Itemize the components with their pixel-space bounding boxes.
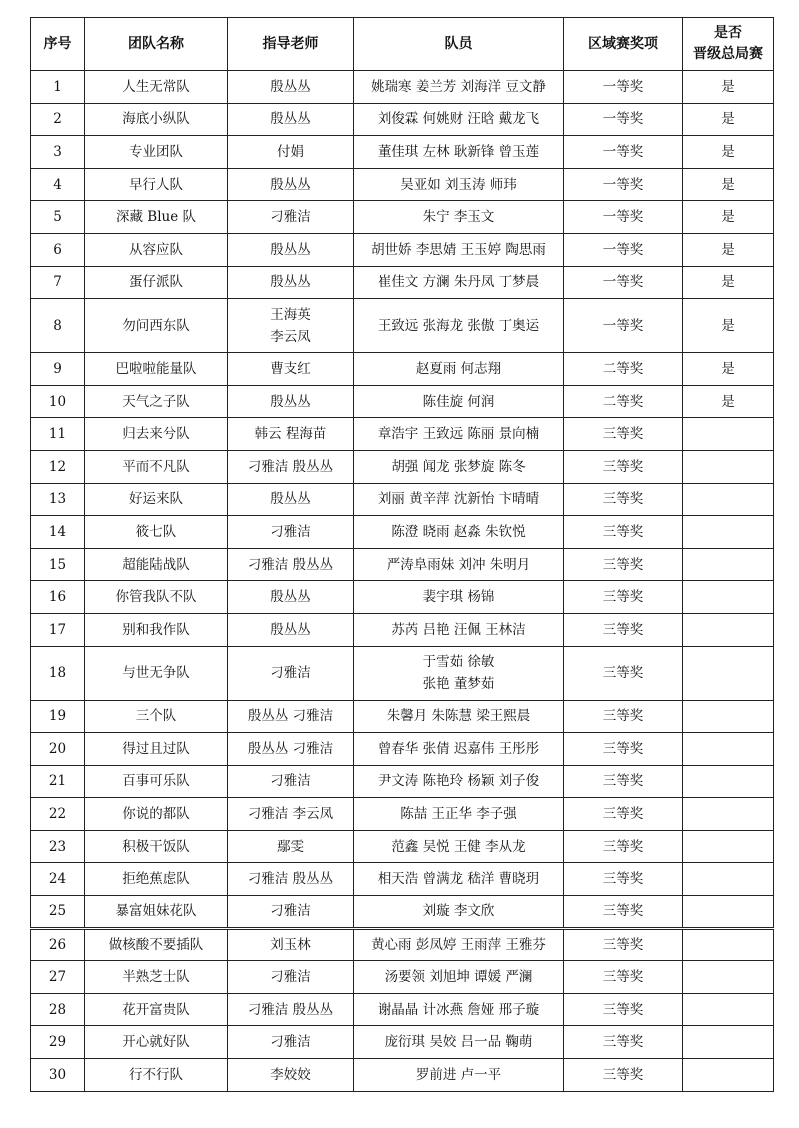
cell-teacher [228,830,354,863]
cell-award: 三等奖 [564,928,683,961]
table-header-row [31,18,774,71]
cell-teacher [228,928,354,961]
cell-team: 筱七队 [85,516,228,549]
cell-no: 30 [31,1059,85,1092]
cell-members [354,299,564,353]
cell-teacher-line: 刘玉林 [270,936,311,953]
cell-teacher [228,168,354,201]
table-row [31,733,774,766]
cell-members [354,993,564,1026]
cell-no: 26 [31,928,85,961]
cell-advance: 是 [683,71,774,104]
cell-members [354,830,564,863]
cell-teacher [228,136,354,169]
cell-advance: 是 [683,266,774,299]
cell-no: 9 [31,353,85,386]
cell-members [354,1059,564,1092]
cell-members-line: 章浩宇 王致远 陈丽 景向楠 [377,426,540,443]
table-row [31,168,774,201]
cell-team: 天气之子队 [85,385,228,418]
cell-teacher [228,299,354,353]
cell-teacher [228,1059,354,1092]
table-row [31,646,774,700]
cell-members-line: 谢晶晶 计冰燕 詹娅 邢子璇 [377,1001,540,1018]
cell-members-line: 胡世娇 李思婧 王玉婷 陶思雨 [371,241,546,258]
cell-members [354,353,564,386]
table-row [31,136,774,169]
table-row [31,516,774,549]
cell-no: 15 [31,548,85,581]
cell-team: 百事可乐队 [85,765,228,798]
cell-advance [683,1059,774,1092]
cell-members-line: 裴宇琪 杨锦 [422,589,495,606]
cell-award: 三等奖 [564,450,683,483]
cell-advance: 是 [683,103,774,136]
table-row [31,266,774,299]
cell-award: 二等奖 [564,385,683,418]
cell-teacher-line: 刁雅洁 李云凤 [247,806,334,823]
cell-members [354,896,564,929]
cell-advance: 是 [683,233,774,266]
cell-no: 12 [31,450,85,483]
cell-no: 14 [31,516,85,549]
cell-team: 海底小纵队 [85,103,228,136]
cell-award: 三等奖 [564,483,683,516]
header-advance-line1: 是否 [714,25,742,41]
cell-members-line: 王致远 张海龙 张傲 丁奥运 [377,317,540,334]
cell-award: 三等奖 [564,765,683,798]
cell-teacher [228,993,354,1026]
cell-teacher-line: 殷丛丛 [270,241,311,258]
cell-no: 4 [31,168,85,201]
cell-no: 10 [31,385,85,418]
cell-no: 16 [31,581,85,614]
cell-team: 开心就好队 [85,1026,228,1059]
cell-teacher [228,71,354,104]
cell-members [354,733,564,766]
cell-no: 8 [31,299,85,353]
cell-members-line: 范鑫 吴悦 王健 李从龙 [391,838,526,855]
cell-award: 三等奖 [564,418,683,451]
cell-teacher-line: 李姣姣 [270,1066,311,1083]
cell-no: 28 [31,993,85,1026]
cell-no: 3 [31,136,85,169]
cell-teacher [228,201,354,234]
cell-teacher-line: 刁雅洁 [270,773,311,790]
table-row [31,201,774,234]
cell-team: 积极干饭队 [85,830,228,863]
cell-teacher-line: 殷丛丛 刁雅洁 [247,740,334,757]
cell-members-line: 相天浩 曾满龙 嵇洋 曹晓玥 [377,871,540,888]
cell-no: 11 [31,418,85,451]
cell-members-line: 吴亚如 刘玉涛 师玮 [400,176,517,193]
cell-award: 一等奖 [564,201,683,234]
cell-members [354,581,564,614]
cell-members-line: 罗前进 卢一平 [415,1066,502,1083]
cell-members [354,516,564,549]
cell-teacher-line: 韩云 程海苗 [254,426,327,443]
cell-no: 1 [31,71,85,104]
cell-no: 20 [31,733,85,766]
cell-members [354,613,564,646]
cell-award: 三等奖 [564,1026,683,1059]
cell-members-line: 刘俊霖 何姚财 汪晗 戴龙飞 [377,111,540,128]
cell-team: 平而不凡队 [85,450,228,483]
header-advance-line2: 晋级总局赛 [693,46,763,62]
cell-teacher-line: 殷丛丛 [270,621,311,638]
table-row [31,71,774,104]
header-members: 队员 [354,18,564,71]
cell-teacher-line: 刁雅洁 殷丛丛 [247,1001,334,1018]
cell-members-line: 陈澄 晓雨 赵淼 朱钦悦 [391,523,526,540]
cell-advance [683,928,774,961]
cell-teacher-line: 鄢雯 [277,838,304,855]
table-row [31,581,774,614]
cell-teacher-line: 殷丛丛 [270,393,311,410]
cell-no: 18 [31,646,85,700]
cell-no: 6 [31,233,85,266]
table-row [31,928,774,961]
cell-team: 半熟芝士队 [85,961,228,994]
cell-advance [683,1026,774,1059]
cell-no: 5 [31,201,85,234]
cell-members-line: 崔佳文 方澜 朱丹凤 丁梦晨 [377,274,540,291]
cell-award: 三等奖 [564,863,683,896]
cell-team: 拒绝蕉虑队 [85,863,228,896]
cell-team: 蛋仔派队 [85,266,228,299]
cell-teacher [228,798,354,831]
cell-no: 29 [31,1026,85,1059]
table-row [31,765,774,798]
cell-award: 一等奖 [564,168,683,201]
cell-no: 19 [31,700,85,733]
cell-teacher-line: 王海英 [270,306,311,323]
cell-award: 三等奖 [564,646,683,700]
cell-members-line: 刘璇 李文欣 [422,903,495,920]
cell-advance: 是 [683,299,774,353]
cell-members-line: 朱宁 李玉文 [422,209,495,226]
cell-team: 从容应队 [85,233,228,266]
cell-members-line: 张艳 董梦茹 [422,676,495,692]
cell-team: 人生无常队 [85,71,228,104]
cell-award: 一等奖 [564,71,683,104]
table-row [31,450,774,483]
table-row [31,385,774,418]
cell-award: 三等奖 [564,516,683,549]
cell-teacher [228,548,354,581]
cell-no: 24 [31,863,85,896]
cell-team: 别和我作队 [85,613,228,646]
cell-members-line: 曾春华 张倩 迟嘉伟 王彤彤 [377,740,540,757]
cell-teacher [228,266,354,299]
table-row [31,1026,774,1059]
cell-team: 归去来兮队 [85,418,228,451]
cell-no: 17 [31,613,85,646]
header-team: 团队名称 [85,18,228,71]
table-row [31,103,774,136]
cell-members [354,266,564,299]
cell-members [354,863,564,896]
cell-teacher-line: 刁雅洁 [270,903,311,920]
cell-team: 你说的都队 [85,798,228,831]
table-row [31,613,774,646]
cell-advance [683,613,774,646]
cell-teacher-line: 刁雅洁 殷丛丛 [247,871,334,888]
table-row [31,233,774,266]
cell-advance [683,581,774,614]
cell-award: 三等奖 [564,798,683,831]
cell-members-line: 苏芮 吕艳 汪佩 王林洁 [391,621,526,638]
cell-advance: 是 [683,168,774,201]
cell-teacher-line: 刁雅洁 殷丛丛 [247,458,334,475]
cell-teacher-line: 刁雅洁 [270,665,311,681]
header-advance [683,18,774,71]
cell-award: 三等奖 [564,613,683,646]
cell-members-line: 陈喆 王正华 李子强 [400,806,517,823]
cell-award: 三等奖 [564,993,683,1026]
table-row [31,798,774,831]
cell-members-line: 陈佳旋 何润 [422,393,495,410]
cell-members-line: 黄心雨 彭凤婷 王雨萍 王雅芬 [371,936,546,953]
cell-teacher-line: 殷丛丛 [270,491,311,508]
cell-members-line: 胡强 闻龙 张梦旋 陈冬 [391,458,526,475]
cell-members [354,1026,564,1059]
cell-team: 得过且过队 [85,733,228,766]
cell-members-line: 严涛阜雨妹 刘冲 朱明月 [386,556,531,573]
cell-teacher-line: 殷丛丛 刁雅洁 [247,708,334,725]
header-award: 区域赛奖项 [564,18,683,71]
table-row [31,1059,774,1092]
table-row [31,299,774,353]
cell-members-line: 庞衍琪 吴姣 吕一品 鞠萌 [384,1034,533,1051]
cell-teacher-line: 殷丛丛 [270,274,311,291]
cell-members [354,548,564,581]
cell-teacher-line: 李云凤 [270,328,311,345]
cell-teacher-line: 付娟 [277,143,304,160]
cell-members [354,201,564,234]
cell-advance: 是 [683,136,774,169]
award-table-sheet [30,17,773,1092]
header-teacher: 指导老师 [228,18,354,71]
cell-teacher-line: 刁雅洁 殷丛丛 [247,556,334,573]
cell-advance: 是 [683,201,774,234]
cell-team: 好运来队 [85,483,228,516]
cell-teacher [228,896,354,929]
cell-award: 一等奖 [564,233,683,266]
table-row [31,353,774,386]
cell-no: 27 [31,961,85,994]
award-table [30,17,774,1092]
cell-award: 三等奖 [564,830,683,863]
cell-members-line: 姚瑞寒 姜兰芳 刘海洋 豆文静 [371,78,546,95]
cell-members-line: 汤要领 刘旭坤 谭媛 严澜 [384,969,533,986]
cell-team: 花开富贵队 [85,993,228,1026]
cell-teacher [228,516,354,549]
cell-advance [683,863,774,896]
cell-advance [683,896,774,929]
table-row [31,993,774,1026]
cell-team: 巴啦啦能量队 [85,353,228,386]
cell-members [354,168,564,201]
cell-members [354,450,564,483]
cell-members [354,385,564,418]
cell-advance [683,961,774,994]
cell-teacher-line: 殷丛丛 [270,78,311,95]
cell-team: 勿问西东队 [85,299,228,353]
cell-advance [683,450,774,483]
cell-teacher [228,863,354,896]
cell-teacher [228,961,354,994]
cell-teacher [228,581,354,614]
cell-advance [683,830,774,863]
cell-no: 13 [31,483,85,516]
cell-team: 三个队 [85,700,228,733]
table-row [31,483,774,516]
cell-members [354,418,564,451]
cell-teacher-line: 刁雅洁 [270,523,311,540]
cell-award: 一等奖 [564,136,683,169]
cell-award: 一等奖 [564,299,683,353]
cell-team: 专业团队 [85,136,228,169]
table-row [31,896,774,929]
cell-teacher [228,733,354,766]
cell-team: 早行人队 [85,168,228,201]
cell-teacher-line: 殷丛丛 [270,589,311,606]
cell-award: 三等奖 [564,733,683,766]
cell-no: 22 [31,798,85,831]
cell-award: 三等奖 [564,700,683,733]
cell-award: 三等奖 [564,581,683,614]
cell-award: 三等奖 [564,1059,683,1092]
cell-award: 三等奖 [564,896,683,929]
cell-members-line: 董佳琪 左林 耿新锋 曾玉莲 [377,143,540,160]
cell-no: 25 [31,896,85,929]
cell-advance: 是 [683,353,774,386]
cell-award: 一等奖 [564,103,683,136]
header-no: 序号 [31,18,85,71]
cell-team: 暴富姐妹花队 [85,896,228,929]
cell-no: 2 [31,103,85,136]
cell-team: 超能陆战队 [85,548,228,581]
cell-teacher [228,450,354,483]
cell-award: 二等奖 [564,353,683,386]
cell-teacher [228,1026,354,1059]
table-row [31,830,774,863]
cell-advance [683,548,774,581]
cell-teacher-line: 曹支红 [270,360,311,377]
cell-teacher [228,646,354,700]
table-body [31,71,774,1092]
table-row [31,863,774,896]
cell-teacher-line: 刁雅洁 [270,209,311,226]
cell-members [354,961,564,994]
table-row [31,548,774,581]
cell-advance: 是 [683,385,774,418]
cell-award: 三等奖 [564,548,683,581]
cell-no: 21 [31,765,85,798]
cell-team: 与世无争队 [85,646,228,700]
table-row [31,700,774,733]
cell-teacher [228,353,354,386]
cell-teacher [228,418,354,451]
cell-award: 一等奖 [564,266,683,299]
cell-no: 23 [31,830,85,863]
cell-teacher [228,103,354,136]
cell-team: 你管我队不队 [85,581,228,614]
cell-members [354,71,564,104]
cell-members [354,136,564,169]
cell-teacher [228,483,354,516]
cell-members [354,483,564,516]
cell-members [354,646,564,700]
cell-teacher [228,765,354,798]
cell-members-line: 于雪茹 徐敏 [422,654,495,670]
cell-advance [683,516,774,549]
cell-members [354,233,564,266]
cell-advance [683,483,774,516]
cell-award: 三等奖 [564,961,683,994]
cell-team: 行不行队 [85,1059,228,1092]
table-row [31,961,774,994]
cell-advance [683,993,774,1026]
cell-advance [683,733,774,766]
cell-no: 7 [31,266,85,299]
cell-advance [683,700,774,733]
cell-members [354,700,564,733]
cell-members [354,798,564,831]
cell-advance [683,765,774,798]
cell-advance [683,646,774,700]
cell-members-line: 尹文涛 陈艳玲 杨颖 刘子俊 [377,773,540,790]
cell-members [354,103,564,136]
cell-teacher-line: 刁雅洁 [270,1034,311,1051]
cell-members-line: 刘丽 黄辛萍 沈新怡 卞晴晴 [377,491,540,508]
cell-teacher [228,613,354,646]
cell-team: 深藏 Blue 队 [85,201,228,234]
table-row [31,418,774,451]
cell-teacher-line: 刁雅洁 [270,969,311,986]
cell-teacher [228,385,354,418]
cell-teacher-line: 殷丛丛 [270,111,311,128]
cell-advance [683,418,774,451]
cell-members-line: 赵夏雨 何志翔 [415,360,502,377]
cell-members-line: 朱馨月 朱陈慧 梁王熙晨 [386,708,531,725]
cell-teacher [228,233,354,266]
cell-members [354,765,564,798]
cell-teacher-line: 殷丛丛 [270,176,311,193]
cell-teacher [228,700,354,733]
cell-advance [683,798,774,831]
cell-members [354,928,564,961]
cell-team: 做核酸不要插队 [85,928,228,961]
